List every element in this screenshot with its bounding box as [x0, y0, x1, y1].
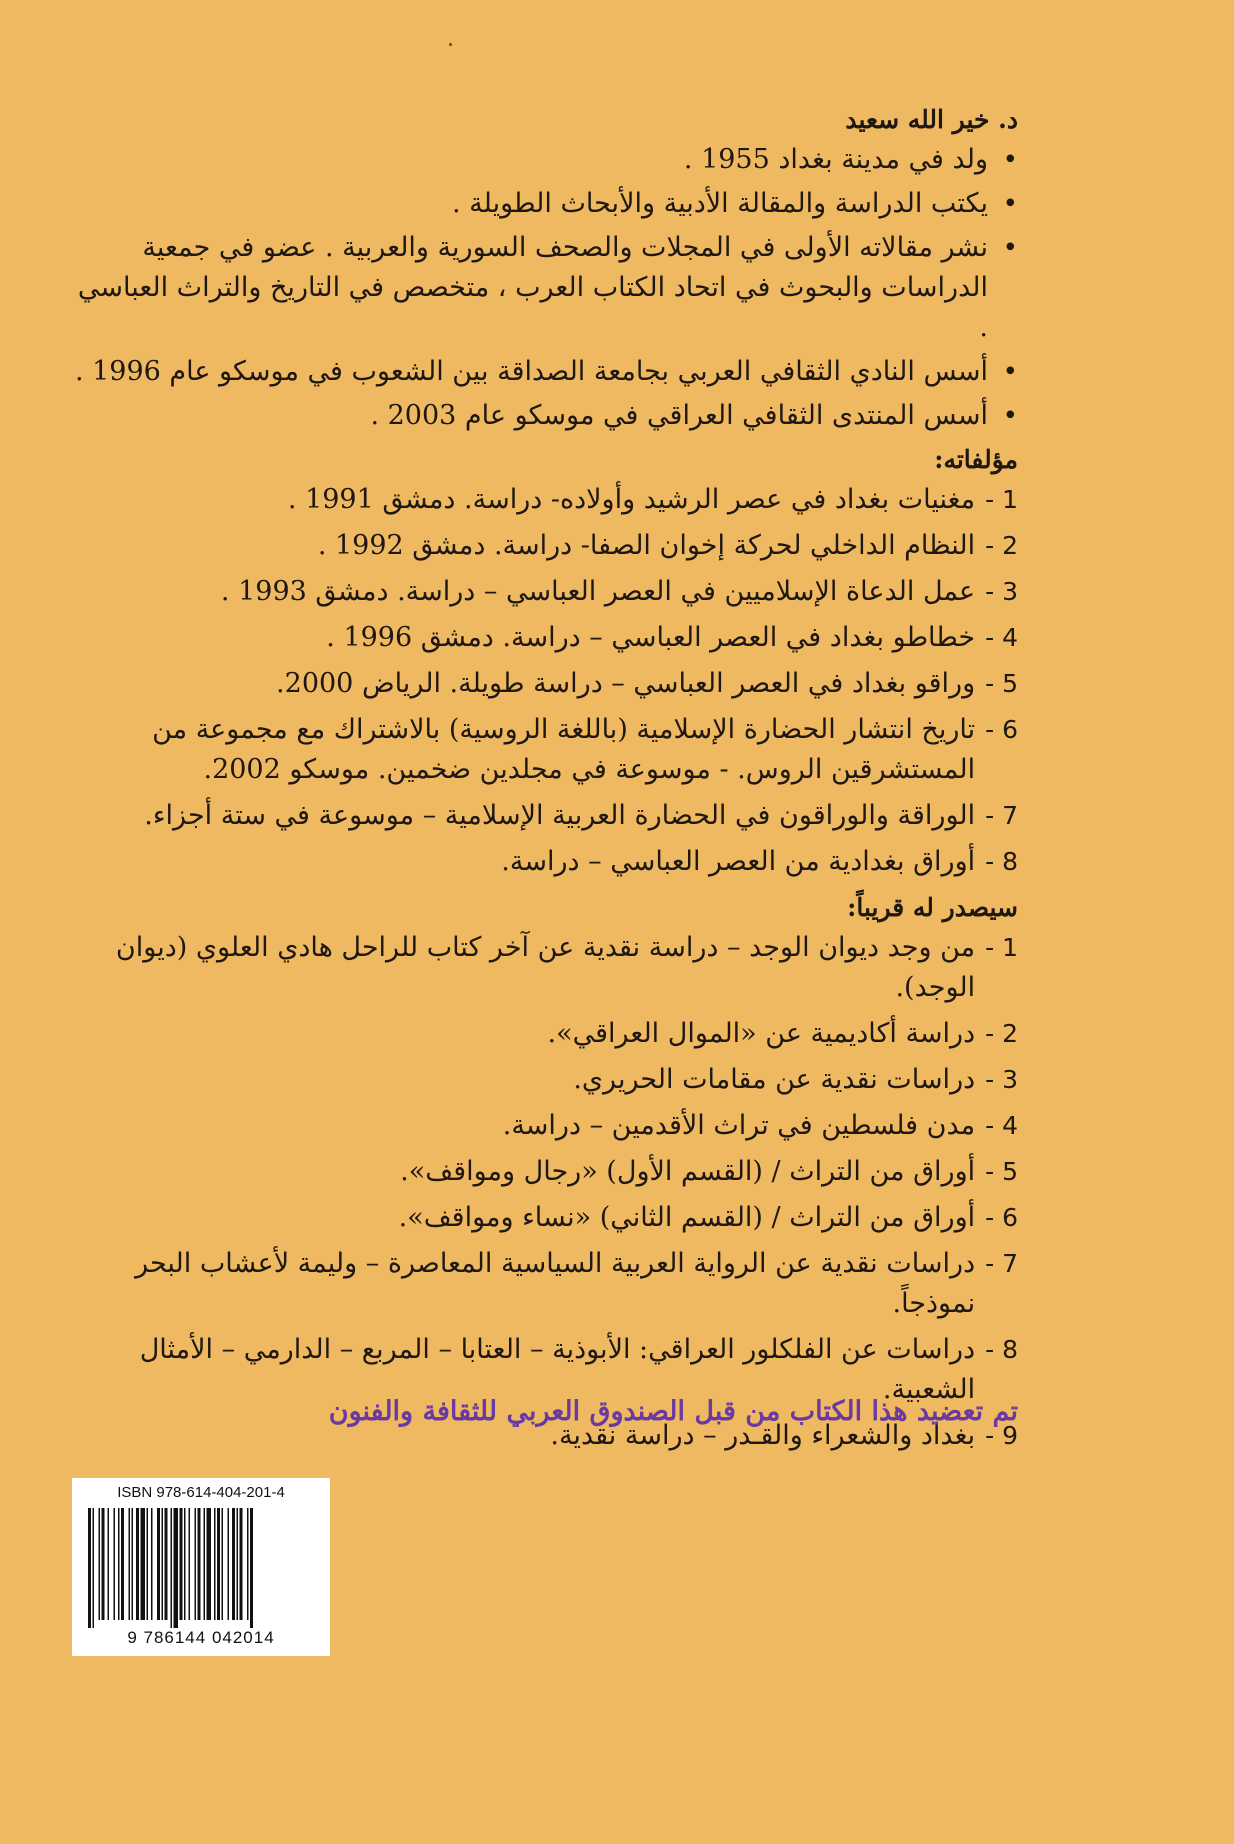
- barcode-bar: [204, 1508, 206, 1620]
- item-text: دراسات عن الفلكلور العراقي: الأبوذية – العتابا – المربع – الدارمي – الأمثال الشعبية.: [139, 1334, 976, 1405]
- item-number: 9 -: [985, 1421, 1018, 1450]
- barcode-bars-icon: [86, 1508, 318, 1628]
- barcode-bar: [151, 1508, 153, 1620]
- bio-item: • نشر مقالاته الأولى في المجلات والصحف السورية والعربية . عضو في جمعية الدراسات والبحوث في اتحاد الكتاب العرب ، متخصص في التاريخ والتراث العباسي .: [70, 228, 1018, 348]
- item-text: عمل الدعاة الإسلاميين في العصر العباسي – دراسة. دمشق 1993 .: [220, 576, 976, 607]
- barcode-bar: [129, 1508, 131, 1620]
- barcode-bar: [189, 1508, 191, 1620]
- bio-list: [70, 140, 1018, 436]
- item-number: 5 -: [985, 669, 1018, 698]
- barcode-bar: [222, 1508, 224, 1620]
- barcode-bar: [250, 1508, 253, 1628]
- item-number: 4 -: [985, 623, 1018, 652]
- item-text: دراسات نقدية عن مقامات الحريري.: [573, 1064, 976, 1095]
- barcode-bar: [99, 1508, 101, 1620]
- barcode-bar: [165, 1508, 168, 1620]
- item-text: مغنيات بغداد في عصر الرشيد وأولاده- دراسة. دمشق 1991 .: [287, 484, 976, 515]
- works-heading: مؤلفاته:: [934, 445, 1018, 474]
- upcoming-item: [70, 1106, 1018, 1146]
- works-item: [70, 710, 1018, 790]
- bio-item: • أسس المنتدى الثقافي العراقي في موسكو عام 2003 .: [70, 396, 1018, 436]
- item-number: 1 -: [985, 933, 1018, 962]
- barcode-bar: [214, 1508, 216, 1620]
- item-text: خطاطو بغداد في العصر العباسي – دراسة. دمشق 1996 .: [326, 622, 976, 653]
- barcode-bar: [184, 1508, 186, 1620]
- upcoming-item: [70, 1014, 1018, 1054]
- barcode-bar: [136, 1508, 139, 1620]
- barcode-bar: [88, 1508, 91, 1628]
- item-number: 6 -: [985, 1203, 1018, 1232]
- item-number: 8 -: [985, 1335, 1018, 1364]
- barcode-bar: [147, 1508, 149, 1620]
- item-number: 2 -: [985, 1019, 1018, 1048]
- upcoming-heading: سيصدر له قريباً:: [847, 893, 1018, 922]
- barcode-bar: [114, 1508, 116, 1620]
- works-item: [70, 526, 1018, 566]
- barcode-bar: [228, 1508, 230, 1620]
- item-number: 7 -: [985, 1249, 1018, 1278]
- item-number: 8 -: [985, 847, 1018, 876]
- item-number: 2 -: [985, 531, 1018, 560]
- item-number: 1 -: [985, 485, 1018, 514]
- barcode-bar: [102, 1508, 105, 1620]
- item-number: 4 -: [985, 1111, 1018, 1140]
- barcode-bar: [207, 1508, 212, 1620]
- barcode-bar: [118, 1508, 120, 1620]
- isbn-digits: 9 786144 042014: [127, 1628, 275, 1647]
- item-text: بغداد والشعراء والقـدر – دراسة نقدية.: [550, 1420, 976, 1451]
- barcode-bar: [217, 1508, 220, 1620]
- upcoming-list: [70, 928, 1018, 1456]
- barcode-bar: [93, 1508, 95, 1628]
- item-number: 7 -: [985, 801, 1018, 830]
- upcoming-item: [70, 1198, 1018, 1238]
- barcode-bar: [195, 1508, 197, 1620]
- item-text: تاريخ انتشار الحضارة الإسلامية (باللغة الروسية) بالاشتراك مع مجموعة من المستشرقين الروس. - موسوعة في مجلدين ضخمين. موسكو 2002.: [152, 714, 976, 785]
- item-text: أوراق بغدادية من العصر العباسي – دراسة.: [501, 846, 976, 877]
- barcode-bar: [198, 1508, 201, 1620]
- barcode-bar: [162, 1508, 164, 1620]
- barcode-bar: [141, 1508, 146, 1620]
- item-text: من وجد ديوان الوجد – دراسة نقدية عن آخر كتاب للراحل هادي العلوي (ديوان الوجد).: [115, 932, 976, 1003]
- item-text: أوراق من التراث / (القسم الثاني) «نساء ومواقف».: [398, 1202, 976, 1233]
- barcode-bar: [108, 1508, 110, 1620]
- barcode-bar: [180, 1508, 183, 1620]
- item-text: دراسات نقدية عن الرواية العربية السياسية المعاصرة – وليمة لأعشاب البحر نموذجاً.: [135, 1248, 976, 1319]
- isbn-barcode: [72, 1478, 330, 1656]
- barcode-bar: [240, 1508, 243, 1620]
- item-text: مدن فلسطين في تراث الأقدمين – دراسة.: [502, 1110, 976, 1141]
- item-number: 3 -: [985, 577, 1018, 606]
- item-text: الوراقة والوراقون في الحضارة العربية الإسلامية – موسوعة في ستة أجزاء.: [144, 800, 976, 831]
- bio-item: • أسس النادي الثقافي العربي بجامعة الصداقة بين الشعوب في موسكو عام 1996 .: [70, 352, 1018, 392]
- barcode-bar: [157, 1508, 160, 1620]
- barcode-bar: [232, 1508, 235, 1620]
- barcode-bar: [171, 1508, 173, 1628]
- works-item: [70, 664, 1018, 704]
- upcoming-item: [70, 928, 1018, 1008]
- upcoming-item: [70, 1244, 1018, 1324]
- item-number: 6 -: [985, 715, 1018, 744]
- barcode-bar: [121, 1508, 124, 1620]
- print-speck: [449, 43, 452, 46]
- item-text: دراسة أكاديمية عن «الموال العراقي».: [547, 1018, 976, 1049]
- works-item: [70, 796, 1018, 836]
- barcode-bar: [237, 1508, 239, 1620]
- item-text: وراقو بغداد في العصر العباسي – دراسة طويلة. الرياض 2000.: [276, 668, 976, 699]
- item-number: 3 -: [985, 1065, 1018, 1094]
- works-item: [70, 842, 1018, 882]
- works-item: [70, 572, 1018, 612]
- upcoming-item: [70, 1152, 1018, 1192]
- bio-item: • يكتب الدراسة والمقالة الأدبية والأبحاث الطويلة .: [70, 184, 1018, 224]
- support-note: تم تعضيد هذا الكتاب من قبل الصندوق العربي للثقافة والفنون: [328, 1396, 1018, 1427]
- isbn-label: ISBN 978-614-404-201-4: [117, 1484, 285, 1501]
- author-name: د. خير الله سعيد: [845, 105, 1018, 134]
- item-number: 5 -: [985, 1157, 1018, 1186]
- upcoming-item: [70, 1060, 1018, 1100]
- bio-item: • ولد في مدينة بغداد 1955 .: [70, 140, 1018, 180]
- barcode-bar: [174, 1508, 179, 1628]
- barcode-bar: [247, 1508, 249, 1620]
- item-text: النظام الداخلي لحركة إخوان الصفا- دراسة. دمشق 1992 .: [317, 530, 976, 561]
- item-text: أوراق من التراث / (القسم الأول) «رجال ومواقف».: [400, 1156, 976, 1187]
- works-item: [70, 480, 1018, 520]
- works-list: [70, 480, 1018, 882]
- back-cover-text: [70, 100, 1018, 1462]
- works-item: [70, 618, 1018, 658]
- barcode-bar: [132, 1508, 134, 1620]
